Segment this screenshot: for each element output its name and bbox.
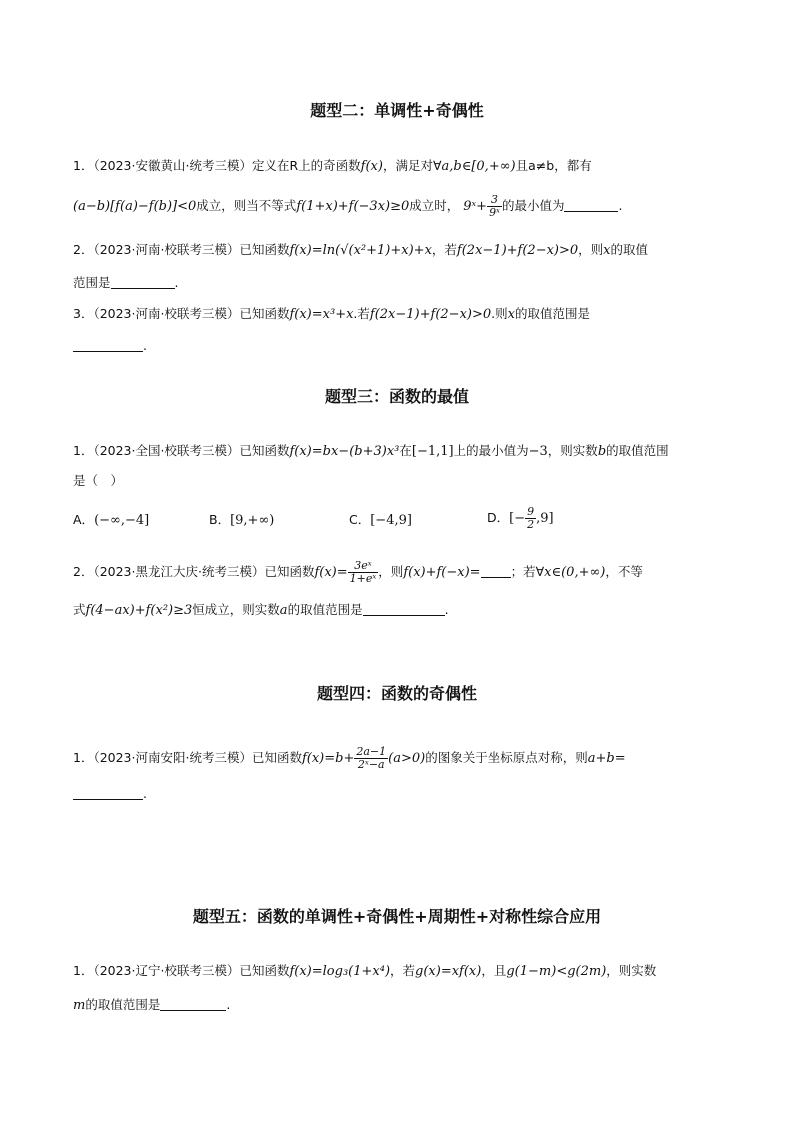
text: ，满足对∀: [382, 158, 442, 173]
text: 是（ ）: [73, 473, 124, 488]
problem-line: [73, 338, 147, 354]
text: 1．（2023·辽宁·校联考三模）已知函数: [73, 963, 290, 978]
answer-blank[interactable]: [564, 199, 618, 212]
denominator: 2ˣ−a: [357, 758, 385, 771]
math: a+b=: [587, 751, 626, 766]
math: [−1,1]: [411, 444, 454, 459]
math: a: [279, 603, 288, 618]
section-title: 题型三：函数的最值: [324, 387, 469, 406]
fraction: [354, 746, 388, 771]
math: g(1−m)<g(2m): [506, 964, 607, 979]
problem-line: [73, 746, 626, 771]
numerator: 2a−1: [356, 745, 387, 758]
text: ；若∀: [510, 564, 545, 579]
text: ，若: [390, 963, 416, 978]
math: a,b∈[0,+∞): [441, 159, 516, 174]
option-c[interactable]: [349, 512, 412, 529]
answer-blank[interactable]: [73, 339, 143, 352]
text: 且a≠b，都有: [515, 158, 592, 173]
text: .: [618, 198, 623, 213]
text: ，则实数: [547, 443, 598, 458]
problem-line: [73, 602, 449, 619]
math: ,9]: [536, 511, 554, 526]
section-title: 题型四：函数的奇偶性: [316, 684, 477, 703]
numerator: 3eˣ: [348, 560, 379, 573]
numerator: 9: [527, 505, 535, 518]
text: .: [143, 786, 147, 801]
option-a[interactable]: [73, 512, 149, 529]
text: 的取值范围是: [514, 306, 590, 321]
option-letter: A．: [73, 512, 95, 527]
text: ，若: [431, 242, 457, 257]
math: g(x)=xf(x): [415, 964, 482, 979]
math: 9ˣ+: [463, 199, 488, 214]
text: ，则实数: [606, 963, 657, 978]
math: [−4,9]: [370, 513, 412, 528]
text: .: [226, 997, 231, 1012]
text: 范围是: [73, 275, 111, 290]
math: f(x): [360, 159, 383, 174]
text: 成立时，: [409, 198, 460, 213]
text: 1．（2023·全国·校联考三模）已知函数: [73, 443, 290, 458]
answer-blank[interactable]: [481, 565, 511, 578]
problem-line: [73, 275, 179, 291]
text: ，则: [578, 242, 604, 257]
text: 2．（2023·黑龙江大庆·统考三模）已知函数: [73, 564, 315, 579]
math: x∈(0,+∞): [544, 565, 606, 580]
text: 的最小值为: [501, 198, 565, 213]
option-d[interactable]: [487, 506, 554, 531]
denominator: 2: [527, 518, 535, 531]
text: 1．（2023·河南安阳·统考三模）已知函数: [73, 750, 302, 765]
math: f(1+x)+f(−3x)≥0: [296, 199, 410, 214]
math: x: [507, 307, 515, 322]
math: [−: [509, 511, 526, 526]
math: f(2x−1)+f(2−x)>0: [456, 243, 579, 258]
option-letter: D．: [487, 510, 510, 525]
fraction: [348, 560, 379, 585]
text: 3．（2023·河南·校联考三模）已知函数: [73, 306, 290, 321]
answer-blank[interactable]: [363, 603, 445, 616]
math: f(2x−1)+f(2−x)>0: [369, 307, 492, 322]
text: 式: [73, 602, 86, 617]
math: m: [73, 998, 86, 1013]
math: (a−b)[f(a)−f(b)]<0: [73, 199, 197, 214]
math: (−∞,−4]: [94, 513, 150, 528]
problem-line: [73, 963, 656, 980]
option-letter: B．: [209, 512, 231, 527]
text: 2．（2023·河南·校联考三模）已知函数: [73, 242, 290, 257]
fraction: [487, 194, 502, 219]
problem-line: [73, 473, 123, 489]
math: f(x)+f(−x)=: [403, 565, 481, 580]
denominator: 9ˣ: [489, 206, 500, 219]
problem-line: [73, 786, 147, 802]
numerator: 3: [487, 194, 502, 207]
math: (a>0): [388, 751, 426, 766]
text: .则: [491, 306, 508, 321]
problem-line: [73, 997, 230, 1014]
math: f(4−ax)+f(x²)≥3: [85, 603, 193, 618]
problem-line: [73, 560, 643, 585]
math: −3: [528, 444, 548, 459]
math: f(x)=x³+x: [289, 307, 354, 322]
math: f(x)=: [314, 565, 348, 580]
text: 在: [399, 443, 412, 458]
problem-line: [73, 158, 592, 175]
math: [9,+∞): [230, 513, 275, 528]
text: ，不等: [605, 564, 643, 579]
section-title: 题型五：函数的单调性+奇偶性+周期性+对称性综合应用: [192, 907, 602, 926]
math: x: [603, 243, 611, 258]
text: .: [143, 338, 147, 353]
text: 的取值范围: [606, 443, 669, 458]
math: f(x)=log₃(1+x⁴): [289, 964, 391, 979]
text: 恒成立，则实数: [192, 602, 280, 617]
problem-line: [73, 306, 590, 323]
answer-blank[interactable]: [73, 787, 143, 800]
text: .若: [353, 306, 370, 321]
text: ，且: [481, 963, 507, 978]
text: .: [444, 602, 449, 617]
math: f(x)=bx−(b+3)x³: [289, 444, 400, 459]
text: 上的最小值为: [453, 443, 529, 458]
answer-blank[interactable]: [111, 276, 175, 289]
text: 的取值范围是: [287, 602, 363, 617]
option-b[interactable]: [209, 512, 274, 529]
answer-blank[interactable]: [160, 998, 226, 1011]
math: f(x)=ln(√(x²+1)+x)+x: [289, 243, 432, 258]
fraction: [525, 506, 536, 531]
problem-line: [73, 443, 669, 460]
denominator: 1+eˣ: [349, 572, 377, 585]
text: 的取值: [610, 242, 649, 257]
problem-line: [73, 194, 622, 219]
text: 的图象关于坐标原点对称，则: [425, 750, 588, 765]
text: .: [174, 275, 179, 290]
math: f(x)=b+: [301, 751, 355, 766]
problem-line: [73, 242, 648, 259]
option-letter: C．: [349, 512, 371, 527]
text: 1．（2023·安徽黄山·统考三模）定义在R上的奇函数: [73, 158, 361, 173]
math: b: [597, 444, 607, 459]
text: ，则: [378, 564, 404, 579]
text: 的取值范围是: [85, 997, 161, 1012]
text: 成立，则当不等式: [196, 198, 297, 213]
section-title: 题型二：单调性+奇偶性: [310, 101, 484, 120]
